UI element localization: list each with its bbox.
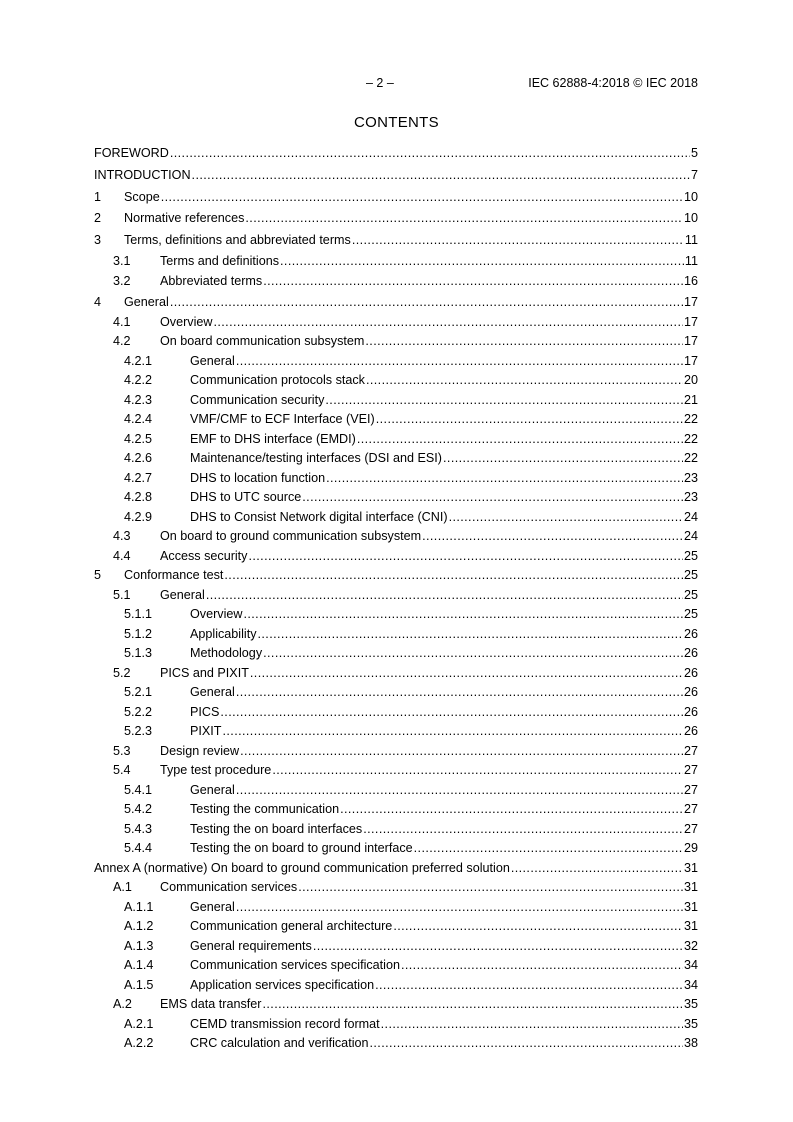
toc-entry-page: 23 (683, 488, 698, 508)
toc-entry-page: 31 (683, 878, 698, 898)
dot-leader (298, 878, 683, 898)
toc-entry-number: A.1.4 (124, 958, 154, 973)
toc-entry[interactable] (94, 820, 698, 840)
toc-entry[interactable] (94, 722, 698, 742)
dot-leader (236, 352, 683, 372)
toc-entry[interactable] (94, 781, 698, 801)
toc-entry-title: Terms and definitions (160, 252, 280, 272)
dot-leader (250, 664, 683, 684)
toc-entry-number: A.1.1 (124, 899, 154, 914)
toc-entry-title: Overview (190, 605, 243, 625)
page-title: CONTENTS (354, 114, 439, 131)
toc-entry-page: 10 (683, 208, 698, 230)
toc-entry-title: General (190, 352, 236, 372)
toc-entry-page: 27 (683, 800, 698, 820)
toc-entry-page: 29 (683, 839, 698, 859)
toc-entry-title: Testing the on board interfaces (190, 820, 363, 840)
dot-leader (243, 605, 683, 625)
toc-entry[interactable] (94, 313, 698, 333)
toc-entry-page: 25 (683, 547, 698, 567)
dot-leader (449, 508, 683, 528)
dot-leader (393, 917, 683, 937)
toc-entry-number: 4.2.8 (124, 490, 153, 505)
dot-leader (376, 410, 683, 430)
toc-entry-page: 27 (683, 820, 698, 840)
toc-entry-page: 25 (683, 605, 698, 625)
toc-entry-number: 3.2 (113, 274, 131, 289)
dot-leader (263, 271, 683, 293)
toc-entry-number: 4.2.4 (124, 412, 153, 427)
toc-entry-number: A.2 (113, 997, 132, 1012)
toc-entry-number: 3 (94, 233, 102, 248)
toc-entry-number: 5.1.3 (124, 646, 153, 661)
toc-entry-title: PICS (190, 703, 220, 723)
toc-entry-title: PICS and PIXIT (160, 664, 250, 684)
dot-leader (236, 898, 683, 918)
dot-leader (236, 683, 683, 703)
dot-leader (375, 976, 683, 996)
toc-entry[interactable] (94, 252, 698, 272)
toc-entry[interactable] (94, 271, 698, 293)
dot-leader (365, 332, 683, 352)
toc-entry-page: 22 (683, 449, 698, 469)
toc-entry-title: VMF/CMF to ECF Interface (VEI) (190, 410, 376, 430)
toc-entry-title: Access security (160, 547, 248, 567)
toc-entry-title: FOREWORD (94, 143, 170, 165)
toc-entry-number: 4.2.7 (124, 470, 153, 485)
dot-leader (352, 230, 684, 252)
toc-entry-number: 4 (94, 295, 102, 310)
toc-entry-title: DHS to location function (190, 469, 326, 489)
toc-entry[interactable] (94, 371, 698, 391)
toc-entry[interactable] (94, 956, 698, 976)
toc-entry-title: General (190, 683, 236, 703)
dot-leader (263, 644, 683, 664)
toc-entry-page: 23 (683, 469, 698, 489)
toc-entry-number: 5.4.2 (124, 802, 153, 817)
toc-entry-title: PIXIT (190, 722, 223, 742)
dot-leader (414, 839, 683, 859)
toc-entry[interactable] (94, 703, 698, 723)
toc-entry-number: 5.4.3 (124, 821, 153, 836)
toc-entry-title: Testing the on board to ground interface (190, 839, 414, 859)
toc-entry-title: General (190, 781, 236, 801)
toc-entry-page: 26 (683, 683, 698, 703)
toc-entry[interactable] (94, 143, 698, 165)
toc-entry[interactable] (94, 917, 698, 937)
toc-entry-number: 4.2.3 (124, 392, 153, 407)
page-header (94, 76, 698, 92)
toc-entry[interactable] (94, 761, 698, 781)
toc-entry-title: On board communication subsystem (160, 332, 365, 352)
toc-entry-number: 4.1 (113, 314, 131, 329)
toc-entry-number: 4.3 (113, 529, 131, 544)
toc-entry-page: 17 (683, 293, 698, 313)
toc-entry-page: 22 (683, 430, 698, 450)
toc-entry[interactable] (94, 391, 698, 411)
toc-entry[interactable] (94, 742, 698, 762)
toc-entry-page: 34 (683, 956, 698, 976)
toc-entry-title: EMS data transfer (160, 995, 263, 1015)
toc-entry-number: 3.1 (113, 253, 131, 268)
toc-entry-title: Overview (160, 313, 213, 333)
toc-entry-page: 24 (683, 527, 698, 547)
dot-leader (340, 800, 683, 820)
toc-entry-page: 34 (683, 976, 698, 996)
toc-entry[interactable] (94, 800, 698, 820)
toc-entry-title: Communication security (190, 391, 325, 411)
dot-leader (326, 469, 683, 489)
toc-entry-page: 31 (683, 859, 698, 879)
toc-entry[interactable] (94, 683, 698, 703)
toc-entry-title: Applicability (190, 625, 258, 645)
toc-entry-title: DHS to Consist Network digital interface (CNI) (190, 508, 449, 528)
dot-leader (443, 449, 683, 469)
dot-leader (272, 761, 683, 781)
toc-entry-title: General (190, 898, 236, 918)
toc-entry-number: 1 (94, 189, 102, 204)
toc-entry-number: A.2.2 (124, 1036, 154, 1051)
toc-entry-title: Terms, definitions and abbreviated terms (124, 230, 352, 252)
dot-leader (170, 293, 683, 313)
dot-leader (401, 956, 683, 976)
toc-entry-title: Scope (124, 187, 161, 209)
toc-entry-title: Normative references (124, 208, 245, 230)
dot-leader (223, 722, 683, 742)
dot-leader (263, 995, 683, 1015)
toc-entry-title: DHS to UTC source (190, 488, 302, 508)
toc-entry-page: 25 (683, 566, 698, 586)
dot-leader (248, 547, 683, 567)
toc-entry-page: 5 (690, 143, 698, 165)
toc-entry-title: Application services specification (190, 976, 375, 996)
toc-entry[interactable] (94, 187, 698, 209)
toc-entry-title: General requirements (190, 937, 313, 957)
dot-leader (213, 313, 683, 333)
toc-entry-page: 21 (683, 391, 698, 411)
toc-entry-number: 5.4.1 (124, 782, 153, 797)
toc-entry[interactable] (94, 165, 698, 187)
toc-entry-title: Annex A (normative) On board to ground communication preferred solution (94, 859, 511, 879)
toc-entry-number: A.1.3 (124, 938, 154, 953)
toc-entry-page: 11 (684, 252, 698, 272)
toc-entry[interactable] (94, 664, 698, 684)
dot-leader (240, 742, 683, 762)
toc-entry-title: General (160, 586, 206, 606)
toc-entry-page: 35 (683, 1015, 698, 1035)
dot-leader (161, 187, 683, 209)
toc-entry-title: CEMD transmission record format (190, 1015, 381, 1035)
toc-entry-number: 5.2.1 (124, 685, 153, 700)
toc-entry[interactable] (94, 976, 698, 996)
toc-entry[interactable] (94, 995, 698, 1015)
dot-leader (313, 937, 683, 957)
dot-leader (325, 391, 683, 411)
toc-entry[interactable] (94, 293, 698, 313)
dot-leader (422, 527, 683, 547)
dot-leader (236, 781, 683, 801)
toc-entry-number: 4.2 (113, 334, 131, 349)
toc-entry[interactable] (94, 1034, 698, 1054)
table-of-contents (94, 143, 698, 1054)
toc-entry[interactable] (94, 508, 698, 528)
toc-entry-number: A.1.5 (124, 977, 154, 992)
toc-entry-title: Maintenance/testing interfaces (DSI and ESI) (190, 449, 443, 469)
toc-entry-title: On board to ground communication subsystem (160, 527, 422, 547)
toc-entry-title: Communication general architecture (190, 917, 393, 937)
dot-leader (245, 208, 683, 230)
page-number: – 2 – (366, 76, 394, 90)
standard-reference: IEC 62888-4:2018 © IEC 2018 (528, 76, 698, 90)
toc-entry-title: Testing the communication (190, 800, 340, 820)
toc-entry-page: 11 (684, 230, 698, 252)
toc-entry-page: 24 (683, 508, 698, 528)
toc-entry-page: 32 (683, 937, 698, 957)
toc-entry-page: 27 (683, 761, 698, 781)
toc-entry[interactable] (94, 898, 698, 918)
toc-entry-number: 5.4 (113, 763, 131, 778)
toc-entry-title: Abbreviated terms (160, 271, 263, 293)
toc-entry-title: Design review (160, 742, 240, 762)
toc-entry[interactable] (94, 208, 698, 230)
toc-entry-page: 10 (683, 187, 698, 209)
toc-entry[interactable] (94, 449, 698, 469)
dot-leader (363, 820, 683, 840)
toc-entry-page: 17 (683, 332, 698, 352)
toc-entry-page: 31 (683, 917, 698, 937)
toc-entry-title: EMF to DHS interface (EMDI) (190, 430, 357, 450)
toc-entry-number: 4.4 (113, 548, 131, 563)
toc-entry-title: Type test procedure (160, 761, 272, 781)
toc-entry-number: A.1.2 (124, 919, 154, 934)
toc-entry-number: 5.4.4 (124, 841, 153, 856)
toc-entry-page: 20 (683, 371, 698, 391)
toc-entry-page: 26 (683, 644, 698, 664)
toc-entry-page: 26 (683, 664, 698, 684)
toc-entry-title: Methodology (190, 644, 263, 664)
toc-entry-number: 2 (94, 211, 102, 226)
toc-entry[interactable] (94, 1015, 698, 1035)
toc-entry-title: INTRODUCTION (94, 165, 192, 187)
dot-leader (511, 859, 683, 879)
toc-entry-page: 16 (683, 271, 698, 293)
dot-leader (381, 1015, 683, 1035)
toc-entry-number: 5.1.1 (124, 607, 153, 622)
toc-entry-page: 17 (683, 352, 698, 372)
toc-entry-number: 4.2.1 (124, 353, 153, 368)
toc-entry-title: Conformance test (124, 566, 224, 586)
toc-entry-number: 5.2.3 (124, 724, 153, 739)
toc-entry-number: 5.2 (113, 665, 131, 680)
toc-entry-title: General (124, 293, 170, 313)
toc-entry-title: Communication services (160, 878, 298, 898)
toc-entry[interactable] (94, 352, 698, 372)
dot-leader (357, 430, 683, 450)
dot-leader (280, 252, 684, 272)
toc-entry[interactable] (94, 586, 698, 606)
toc-entry[interactable] (94, 547, 698, 567)
toc-entry-number: 5 (94, 568, 102, 583)
toc-entry-page: 35 (683, 995, 698, 1015)
toc-entry[interactable] (94, 859, 698, 879)
toc-entry[interactable] (94, 937, 698, 957)
toc-entry-number: 5.1 (113, 587, 131, 602)
toc-entry[interactable] (94, 332, 698, 352)
dot-leader (370, 1034, 683, 1054)
toc-entry-page: 26 (683, 722, 698, 742)
toc-entry-page: 26 (683, 625, 698, 645)
toc-entry[interactable] (94, 410, 698, 430)
toc-entry-page: 27 (683, 742, 698, 762)
dot-leader (366, 371, 683, 391)
toc-entry-title: Communication services specification (190, 956, 401, 976)
dot-leader (206, 586, 683, 606)
toc-entry-page: 7 (690, 165, 698, 187)
toc-entry[interactable] (94, 230, 698, 252)
toc-entry[interactable] (94, 430, 698, 450)
toc-entry-number: A.2.1 (124, 1016, 154, 1031)
dot-leader (220, 703, 683, 723)
toc-entry-page: 17 (683, 313, 698, 333)
toc-entry-title: Communication protocols stack (190, 371, 366, 391)
toc-entry-page: 27 (683, 781, 698, 801)
dot-leader (302, 488, 683, 508)
toc-entry-number: 5.2.2 (124, 704, 153, 719)
dot-leader (224, 566, 683, 586)
toc-entry-number: A.1 (113, 880, 132, 895)
toc-entry[interactable] (94, 566, 698, 586)
toc-entry[interactable] (94, 605, 698, 625)
toc-entry[interactable] (94, 878, 698, 898)
toc-entry-number: 4.2.2 (124, 373, 153, 388)
toc-entry[interactable] (94, 469, 698, 489)
toc-entry[interactable] (94, 625, 698, 645)
toc-entry-number: 4.2.9 (124, 509, 153, 524)
toc-entry[interactable] (94, 839, 698, 859)
toc-entry-number: 5.1.2 (124, 626, 153, 641)
toc-entry-page: 31 (683, 898, 698, 918)
dot-leader (170, 143, 690, 165)
toc-entry[interactable] (94, 527, 698, 547)
toc-entry-title: CRC calculation and verification (190, 1034, 370, 1054)
dot-leader (258, 625, 683, 645)
toc-entry-number: 5.3 (113, 743, 131, 758)
toc-entry[interactable] (94, 488, 698, 508)
toc-entry-page: 26 (683, 703, 698, 723)
toc-entry-page: 25 (683, 586, 698, 606)
toc-entry-page: 38 (683, 1034, 698, 1054)
toc-entry-page: 22 (683, 410, 698, 430)
dot-leader (192, 165, 690, 187)
toc-entry-number: 4.2.5 (124, 431, 153, 446)
toc-entry-number: 4.2.6 (124, 451, 153, 466)
toc-entry[interactable] (94, 644, 698, 664)
